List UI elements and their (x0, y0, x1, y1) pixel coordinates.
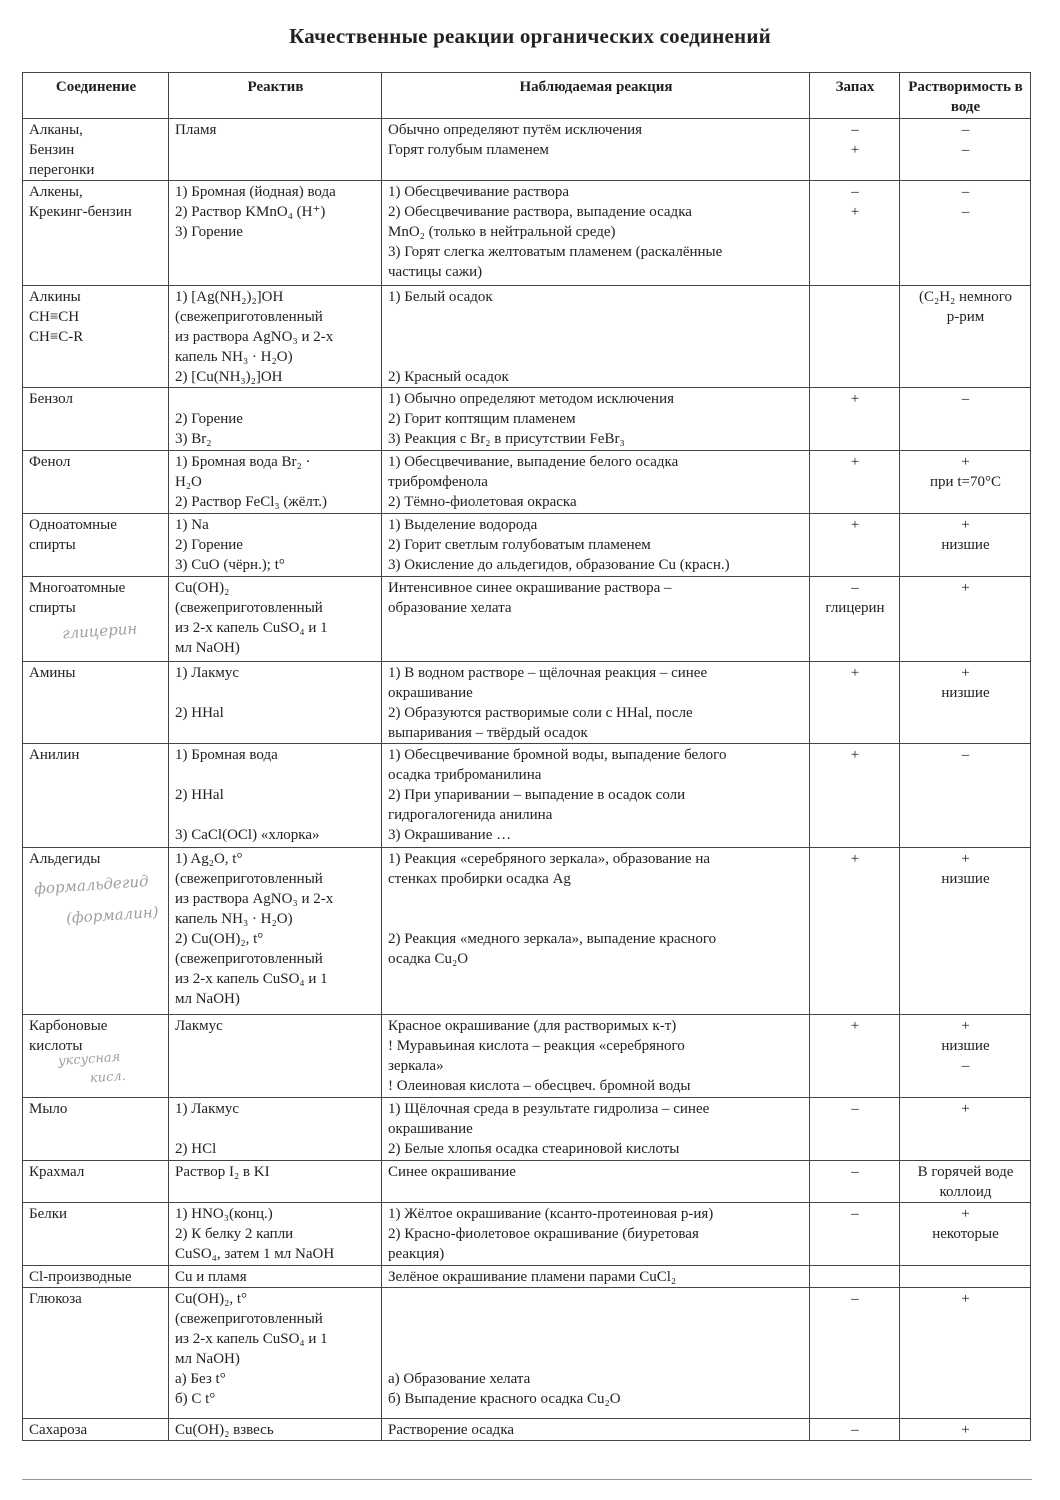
cell-line: ! Олеиновая кислота – обесцвеч. бромной воды (388, 1078, 691, 1094)
compound-cell (23, 286, 169, 388)
cell-line: + (850, 142, 860, 158)
cell-line: – (961, 1058, 970, 1074)
cell-line: при t=70°C (930, 474, 1001, 490)
smell-cell (810, 1288, 900, 1419)
reagent-cell (169, 848, 382, 1015)
cell-line: Карбоновые (29, 1018, 108, 1034)
cell-line: + (961, 1101, 970, 1117)
cell-line: MnO₂ (только в нейтральной среде) (388, 224, 616, 240)
solubility-cell (900, 451, 1031, 514)
smell-cell (810, 744, 900, 848)
reaction-cell (382, 451, 810, 514)
cell-line: ! Муравьиная кислота – реакция «серебряного (388, 1038, 685, 1054)
cell-line: 2) Красный осадок (388, 369, 509, 385)
cell-line: 1) Обесцвечивание раствора (388, 184, 570, 200)
cell-line: Амины (29, 665, 76, 681)
cell-line: – (851, 1291, 859, 1307)
cell-line: реакция) (388, 1246, 445, 1262)
cell-line: + (961, 1422, 970, 1438)
compound-cell (23, 1161, 169, 1203)
cell-line: Раствор I₂ в KI (175, 1164, 270, 1180)
cell-line: 1) Щёлочная среда в результате гидролиза – синее (388, 1101, 710, 1117)
cell-line: + (961, 580, 970, 596)
solubility-cell (900, 848, 1031, 1015)
cell-line: 3) Окрашивание … (388, 827, 512, 843)
cell-line: 2) Реакция «медного зеркала», выпадение красного (388, 931, 717, 947)
cell-line: Cu(OH)₂ взвесь (175, 1422, 274, 1438)
cell-line: 2) Горит светлым голубоватым пламенем (388, 537, 651, 553)
cell-line: + (961, 454, 970, 470)
cell-line: + (850, 851, 860, 867)
cell-line: – (961, 391, 970, 407)
cell-line: 2) Образуются растворимые соли с HHal, после (388, 705, 693, 721)
cell-line: + (850, 391, 860, 407)
smell-cell (810, 514, 900, 577)
reagent-cell (169, 662, 382, 744)
cell-line: зеркала» (388, 1058, 444, 1074)
cell-line: Фенол (29, 454, 71, 470)
cell-line: трибромфенола (388, 474, 488, 490)
cell-line: спирты (29, 537, 76, 553)
reagent-cell (169, 1203, 382, 1266)
cell-line: стенках пробирки осадка Ag (388, 871, 571, 887)
cell-line: 3) CuO (чёрн.); t° (175, 557, 285, 573)
compound-cell (23, 1098, 169, 1161)
cell-line: б) С t° (175, 1391, 216, 1407)
reaction-cell (382, 744, 810, 848)
table-row (23, 451, 1031, 514)
solubility-cell (900, 1161, 1031, 1203)
cell-line: 2) Горение (175, 411, 243, 427)
cell-line: 1) Лакмус (175, 665, 240, 681)
cell-line: (свежеприготовленный (175, 309, 323, 325)
cell-line: (свежеприготовленный (175, 1311, 323, 1327)
reagent-cell (169, 1419, 382, 1441)
reaction-cell (382, 514, 810, 577)
solubility-cell (900, 388, 1031, 451)
header-reaction: Наблюдаемая реакция (382, 73, 810, 119)
cell-line: + (850, 517, 860, 533)
cell-line: Белки (29, 1206, 68, 1222)
cell-line: Сахароза (29, 1422, 88, 1438)
smell-cell (810, 662, 900, 744)
cell-line (388, 1329, 804, 1349)
cell-line: некоторые (932, 1226, 999, 1242)
handwritten-note-acetic: уксусная (57, 1049, 121, 1070)
compound-cell (23, 744, 169, 848)
cell-line: + (961, 851, 970, 867)
smell-cell (810, 119, 900, 181)
table-row (23, 1419, 1031, 1441)
header-solubility: Растворимость в воде (900, 73, 1031, 119)
cell-line: + (850, 665, 860, 681)
cell-line: – (851, 1422, 859, 1438)
cell-line: 1) Na (175, 517, 209, 533)
cell-line: Альдегиды (29, 851, 101, 867)
solubility-cell (900, 1419, 1031, 1441)
cell-line: (свежеприготовленный (175, 951, 323, 967)
cell-line (175, 765, 376, 785)
solubility-cell (900, 1266, 1031, 1288)
cell-line: Cu и пламя (175, 1269, 247, 1285)
cell-line: Cl-производные (29, 1269, 132, 1285)
reaction-cell (382, 1419, 810, 1441)
cell-line: CH≡C-R (29, 329, 84, 345)
reaction-cell (382, 119, 810, 181)
cell-line: коллоид (939, 1184, 992, 1200)
solubility-cell (900, 514, 1031, 577)
cell-line: 3) Горение (175, 224, 243, 240)
cell-line: 3) Реакция с Br₂ в присутствии FeBr₃ (388, 431, 625, 447)
smell-cell (810, 1015, 900, 1098)
reagent-cell (169, 1288, 382, 1419)
compound-cell (23, 119, 169, 181)
cell-line: Крекинг-бензин (29, 204, 132, 220)
cell-line: Бензол (29, 391, 73, 407)
cell-line: осадка триброманилина (388, 767, 542, 783)
cell-line: + (850, 454, 860, 470)
cell-line: 2) [Cu(NH₃)₂]OH (175, 369, 283, 385)
cell-line: 1) Реакция «серебряного зеркала», образование на (388, 851, 711, 867)
compound-cell (23, 577, 169, 662)
compound-cell (23, 662, 169, 744)
compound-cell (23, 388, 169, 451)
cell-line: + (961, 1018, 970, 1034)
table-row (23, 1266, 1031, 1288)
cell-line: Зелёное окрашивание пламени парами CuCl₂ (388, 1269, 677, 1285)
reaction-cell (382, 577, 810, 662)
table-row (23, 119, 1031, 181)
reagent-cell (169, 1015, 382, 1098)
table-row (23, 181, 1031, 286)
cell-line: (свежеприготовленный (175, 871, 323, 887)
smell-cell (810, 848, 900, 1015)
cell-line: спирты (29, 600, 76, 616)
smell-cell (810, 1098, 900, 1161)
cell-line: + (850, 204, 860, 220)
compound-cell (23, 181, 169, 286)
cell-line: Алкены, (29, 184, 83, 200)
reaction-cell (382, 181, 810, 286)
cell-line: 2) Горение (175, 537, 243, 553)
cell-line: Растворение осадка (388, 1422, 515, 1438)
solubility-cell (900, 1015, 1031, 1098)
solubility-cell (900, 286, 1031, 388)
header-reagent: Реактив (169, 73, 382, 119)
cell-line: Синее окрашивание (388, 1164, 516, 1180)
cell-line (175, 1119, 376, 1139)
cell-line: 1) Обесцвечивание бромной воды, выпадение белого (388, 747, 727, 763)
compound-cell (23, 1419, 169, 1441)
cell-line: перегонки (29, 162, 95, 178)
cell-line: 3) CaCl(OCl) «хлорка» (175, 827, 320, 843)
cell-line: из раствора AgNO₃ и 2-х (175, 329, 334, 345)
cell-line: (C₂H₂ немного (918, 289, 1013, 305)
smell-cell (810, 577, 900, 662)
cell-line: глицерин (825, 600, 885, 616)
cell-line: – (961, 184, 970, 200)
cell-line: – (961, 747, 970, 763)
cell-line: мл NaOH) (175, 991, 240, 1007)
cell-line: CuSO₄, затем 1 мл NaOH (175, 1246, 335, 1262)
reagent-cell (169, 388, 382, 451)
reaction-cell (382, 1015, 810, 1098)
smell-cell (810, 388, 900, 451)
cell-line: 1) Жёлтое окрашивание (ксанто-протеиновая р-ия) (388, 1206, 714, 1222)
handwritten-note-formaldehyde: формальдегид (33, 872, 150, 898)
smell-cell (810, 1266, 900, 1288)
table-row (23, 1288, 1031, 1419)
table-row (23, 1161, 1031, 1203)
solubility-cell (900, 744, 1031, 848)
cell-line: + (961, 1291, 970, 1307)
cell-line: 2) Красно-фиолетовое окрашивание (биуретовая (388, 1226, 699, 1242)
cell-line: 1) Выделение водорода (388, 517, 538, 533)
cell-line: Cu(OH)₂ (175, 580, 230, 596)
cell-line (175, 683, 376, 703)
cell-line: Красное окрашивание (для растворимых к-т) (388, 1018, 677, 1034)
cell-line: Бензин (29, 142, 75, 158)
solubility-cell (900, 119, 1031, 181)
cell-line: Интенсивное синее окрашивание раствора – (388, 580, 672, 596)
cell-line: 2) Горит коптящим пламенем (388, 411, 576, 427)
cell-line: 1) Бромная вода Br₂ · (175, 454, 311, 470)
cell-line (388, 889, 804, 909)
compound-cell (23, 451, 169, 514)
cell-line: 1) HNO₃(конц.) (175, 1206, 273, 1222)
cell-line: Мыло (29, 1101, 68, 1117)
cell-line: частицы сажи) (388, 264, 483, 280)
reagent-cell (169, 744, 382, 848)
cell-line: б) Выпадение красного осадка Cu₂O (388, 1391, 621, 1407)
cell-line (388, 347, 804, 367)
cell-line: низшие (941, 871, 990, 887)
cell-line: 2) Обесцвечивание раствора, выпадение осадка (388, 204, 692, 220)
bottom-scan-line (22, 1479, 1032, 1480)
cell-line: Одноатомные (29, 517, 117, 533)
reagent-cell (169, 286, 382, 388)
reagent-cell (169, 514, 382, 577)
header-compound: Соединение (23, 73, 169, 119)
reaction-cell (382, 662, 810, 744)
solubility-cell (900, 181, 1031, 286)
handwritten-note-glycerin: глицерин (61, 619, 138, 643)
reaction-cell (382, 1288, 810, 1419)
cell-line: капель NH₃ · H₂O) (175, 911, 293, 927)
cell-line: + (850, 1018, 860, 1034)
reagent-cell (169, 1098, 382, 1161)
reaction-cell (382, 1266, 810, 1288)
smell-cell (810, 451, 900, 514)
cell-line: осадка Cu₂O (388, 951, 469, 967)
smell-cell (810, 181, 900, 286)
cell-line: 3) Окисление до альдегидов, образование Cu (красн.) (388, 557, 730, 573)
cell-line: 1) Лакмус (175, 1101, 240, 1117)
cell-line: – (851, 1164, 859, 1180)
cell-line: окрашивание (388, 1121, 473, 1137)
cell-line: Лакмус (175, 1018, 223, 1034)
reagent-cell (169, 119, 382, 181)
cell-line: (свежеприготовленный (175, 600, 323, 616)
cell-line: 1) Бромная вода (175, 747, 278, 763)
cell-line: 2) HHal (175, 705, 224, 721)
cell-line: В горячей воде (917, 1164, 1014, 1180)
reagent-cell (169, 181, 382, 286)
cell-line: 2) HHal (175, 787, 224, 803)
cell-line: 2) К белку 2 капли (175, 1226, 294, 1242)
cell-line: – (961, 142, 970, 158)
cell-line: Глюкоза (29, 1291, 82, 1307)
cell-line: 1) [Ag(NH₂)₂]OH (175, 289, 284, 305)
cell-line: 1) Обесцвечивание, выпадение белого осадка (388, 454, 679, 470)
cell-line: – (851, 580, 859, 596)
compound-cell (23, 514, 169, 577)
table-row (23, 1015, 1031, 1098)
cell-line: образование хелата (388, 600, 512, 616)
cell-line (175, 389, 376, 409)
cell-line: капель NH₃ · H₂O) (175, 349, 293, 365)
compound-cell (23, 1266, 169, 1288)
cell-line: 2) Белые хлопья осадка стеариновой кислоты (388, 1141, 680, 1157)
cell-line: 2) HCl (175, 1141, 217, 1157)
cell-line: 1) В водном растворе – щёлочная реакция – синее (388, 665, 708, 681)
cell-line: 3) Br₂ (175, 431, 212, 447)
header-row (23, 73, 1031, 119)
cell-line: 2) Раствор FeCl₃ (жёлт.) (175, 494, 328, 510)
cell-line: 2) При упаривании – выпадение в осадок соли (388, 787, 686, 803)
cell-line: 2) Тёмно-фиолетовая окраска (388, 494, 577, 510)
table-row (23, 514, 1031, 577)
reactions-table (22, 72, 1031, 1441)
cell-line: – (851, 1206, 859, 1222)
cell-line: Многоатомные (29, 580, 126, 596)
cell-line: – (851, 1101, 859, 1117)
table-row (23, 744, 1031, 848)
cell-line: р-рим (946, 309, 985, 325)
solubility-cell (900, 1288, 1031, 1419)
cell-line: 1) Белый осадок (388, 289, 493, 305)
cell-line: гидрогалогенида анилина (388, 807, 553, 823)
smell-cell (810, 286, 900, 388)
compound-cell (23, 1203, 169, 1266)
reaction-cell (382, 1203, 810, 1266)
cell-line: + (850, 747, 860, 763)
table-row (23, 1203, 1031, 1266)
cell-line: + (961, 665, 970, 681)
cell-line: + (961, 1206, 970, 1222)
reaction-cell (382, 1161, 810, 1203)
table-row (23, 848, 1031, 1015)
header-smell: Запах (810, 73, 900, 119)
cell-line (388, 1289, 804, 1309)
cell-line: из 2-х капель CuSO₄ и 1 (175, 971, 328, 987)
cell-line: из раствора AgNO₃ и 2-х (175, 891, 334, 907)
cell-line: Пламя (175, 122, 217, 138)
cell-line: 1) Ag₂O, t° (175, 851, 243, 867)
cell-line: Обычно определяют путём исключения (388, 122, 643, 138)
reagent-cell (169, 1161, 382, 1203)
cell-line: + (961, 517, 970, 533)
cell-line: окрашивание (388, 685, 473, 701)
cell-line: Cu(OH)₂, t° (175, 1291, 248, 1307)
reagent-cell (169, 577, 382, 662)
cell-line (388, 909, 804, 929)
cell-line: Анилин (29, 747, 80, 763)
smell-cell (810, 1419, 900, 1441)
handwritten-note-acid: кисл. (89, 1068, 127, 1087)
handwritten-note-formalin: (формалин) (65, 902, 160, 928)
smell-cell (810, 1161, 900, 1203)
solubility-cell (900, 1203, 1031, 1266)
cell-line: Крахмал (29, 1164, 85, 1180)
cell-line: 2) Cu(OH)₂, t° (175, 931, 264, 947)
table-row (23, 662, 1031, 744)
cell-line (388, 1309, 804, 1329)
cell-line: кислоты (29, 1038, 83, 1054)
cell-line: 1) Бромная (йодная) вода (175, 184, 336, 200)
cell-line: мл NaOH) (175, 640, 240, 656)
solubility-cell (900, 662, 1031, 744)
reaction-cell (382, 1098, 810, 1161)
table-row (23, 388, 1031, 451)
table-row (23, 1098, 1031, 1161)
cell-line: из 2-х капель CuSO₄ и 1 (175, 620, 328, 636)
table-row (23, 286, 1031, 388)
reaction-cell (382, 848, 810, 1015)
cell-line (175, 805, 376, 825)
cell-line: – (851, 122, 859, 138)
cell-line: из 2-х капель CuSO₄ и 1 (175, 1331, 328, 1347)
cell-line: Алкины (29, 289, 81, 305)
cell-line: низшие (941, 537, 990, 553)
cell-line: 1) Обычно определяют методом исключения (388, 391, 674, 407)
cell-line: CH≡CH (29, 309, 80, 325)
cell-line: низшие (941, 685, 990, 701)
reaction-cell (382, 286, 810, 388)
cell-line: 3) Горят слегка желтоватым пламенем (раскалённые (388, 244, 723, 260)
solubility-cell (900, 1098, 1031, 1161)
reaction-cell (382, 388, 810, 451)
cell-line: – (961, 122, 970, 138)
cell-line: H₂O (175, 474, 202, 490)
cell-line: низшие (941, 1038, 990, 1054)
cell-line (388, 307, 804, 327)
page-title: Качественные реакции органических соединений (289, 24, 771, 48)
solubility-cell (900, 577, 1031, 662)
table-row (23, 577, 1031, 662)
compound-cell (23, 1288, 169, 1419)
cell-line (388, 1349, 804, 1369)
cell-line: выпаривания – твёрдый осадок (388, 725, 588, 741)
cell-line: Алканы, (29, 122, 83, 138)
cell-line: мл NaOH) (175, 1351, 240, 1367)
smell-cell (810, 1203, 900, 1266)
cell-line: – (851, 184, 859, 200)
cell-line: 2) Раствор KMnO₄ (H⁺) (175, 204, 326, 220)
cell-line: Горят голубым пламенем (388, 142, 549, 158)
reagent-cell (169, 451, 382, 514)
cell-line: а) Без t° (175, 1371, 226, 1387)
cell-line: – (961, 204, 970, 220)
cell-line (388, 327, 804, 347)
cell-line: а) Образование хелата (388, 1371, 531, 1387)
reagent-cell (169, 1266, 382, 1288)
